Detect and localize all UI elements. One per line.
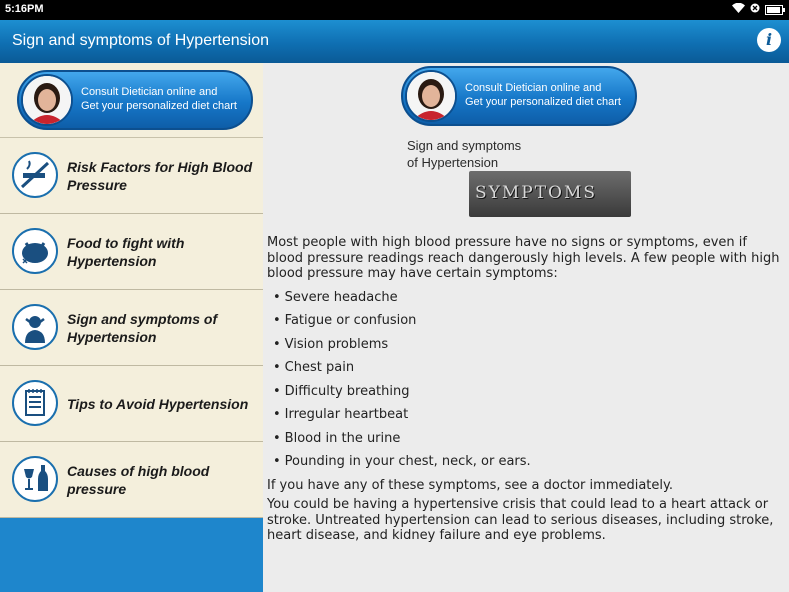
- list-item: • Difficulty breathing: [273, 380, 785, 404]
- status-bar: [0, 0, 789, 20]
- info-button[interactable]: i: [757, 28, 781, 52]
- sidebar-item-causes[interactable]: [0, 442, 263, 518]
- warning-paragraph: You could be having a hypertensive crisis that could lead to a heart attack or stroke. Untreated hypertension can lead to serious diseases, including stroke, heart disease, and kidney failure and eye problems.: [267, 497, 774, 543]
- promo-line-1: Consult Dietician online and: [465, 82, 602, 94]
- sidebar-item-symptoms[interactable]: [0, 290, 263, 366]
- status-icons: [732, 3, 783, 16]
- dietician-avatar: [21, 74, 73, 126]
- list-item: • Irregular heartbeat: [273, 403, 785, 427]
- symptoms-keys-image: [469, 171, 631, 217]
- wine-bottle-icon: [12, 456, 58, 502]
- list-item: • Blood in the urine: [273, 427, 785, 451]
- headache-icon: [12, 304, 58, 350]
- intro-paragraph: Most people with high blood pressure have no signs or symptoms, even if blood pressure readings reach dangerously high levels. A few people with high blood pressure may have certain symptoms:: [267, 235, 780, 281]
- status-time: 5:16PM: [5, 3, 44, 15]
- app-bar: [0, 20, 789, 63]
- dietician-avatar: [405, 70, 457, 122]
- promo-line-1: Consult Dietician online and: [81, 86, 218, 98]
- notepad-icon: [12, 380, 58, 426]
- hero-keys-text: SYMPTOMS: [475, 183, 598, 203]
- promo-line-2: Get your personalized diet chart: [81, 100, 237, 112]
- sidebar-promo-row: [0, 63, 263, 138]
- consult-dietician-button[interactable]: [401, 66, 637, 126]
- list-item: • Severe headache: [273, 286, 785, 310]
- no-smoking-icon: [12, 152, 58, 198]
- food-icon: [12, 228, 58, 274]
- sidebar-item-tips[interactable]: [0, 366, 263, 442]
- sidebar: [0, 63, 263, 592]
- sidebar-item-label: Food to fight with Hypertension: [67, 234, 185, 269]
- sidebar-item-label: Risk Factors for High Blood Pressure: [67, 158, 253, 193]
- hero-line-1: Sign and symptoms: [407, 138, 522, 153]
- symptoms-hero-image: [405, 135, 633, 227]
- list-item: • Pounding in your chest, neck, or ears.: [273, 450, 785, 474]
- advice-paragraph: If you have any of these symptoms, see a doctor immediately.: [267, 477, 673, 493]
- list-item: • Chest pain: [273, 356, 785, 380]
- consult-dietician-button[interactable]: [17, 70, 253, 130]
- sidebar-item-food[interactable]: [0, 214, 263, 290]
- battery-icon: [765, 5, 783, 15]
- promo-line-2: Get your personalized diet chart: [465, 96, 621, 108]
- sidebar-item-label: Tips to Avoid Hypertension: [67, 395, 249, 412]
- hero-line-2: of Hypertension: [407, 155, 499, 170]
- symptom-list: [273, 286, 785, 474]
- main-content: [263, 63, 789, 592]
- sidebar-item-label: Sign and symptoms of Hypertension: [67, 310, 218, 345]
- list-item: • Vision problems: [273, 333, 785, 357]
- close-notification-icon: [750, 3, 760, 16]
- sidebar-item-label: Causes of high blood pressure: [67, 462, 210, 497]
- article-body: [267, 235, 785, 548]
- page-title: Sign and symptoms of Hypertension: [12, 32, 270, 49]
- list-item: • Fatigue or confusion: [273, 309, 785, 333]
- sidebar-item-risk-factors[interactable]: [0, 138, 263, 214]
- wifi-icon: [732, 3, 745, 16]
